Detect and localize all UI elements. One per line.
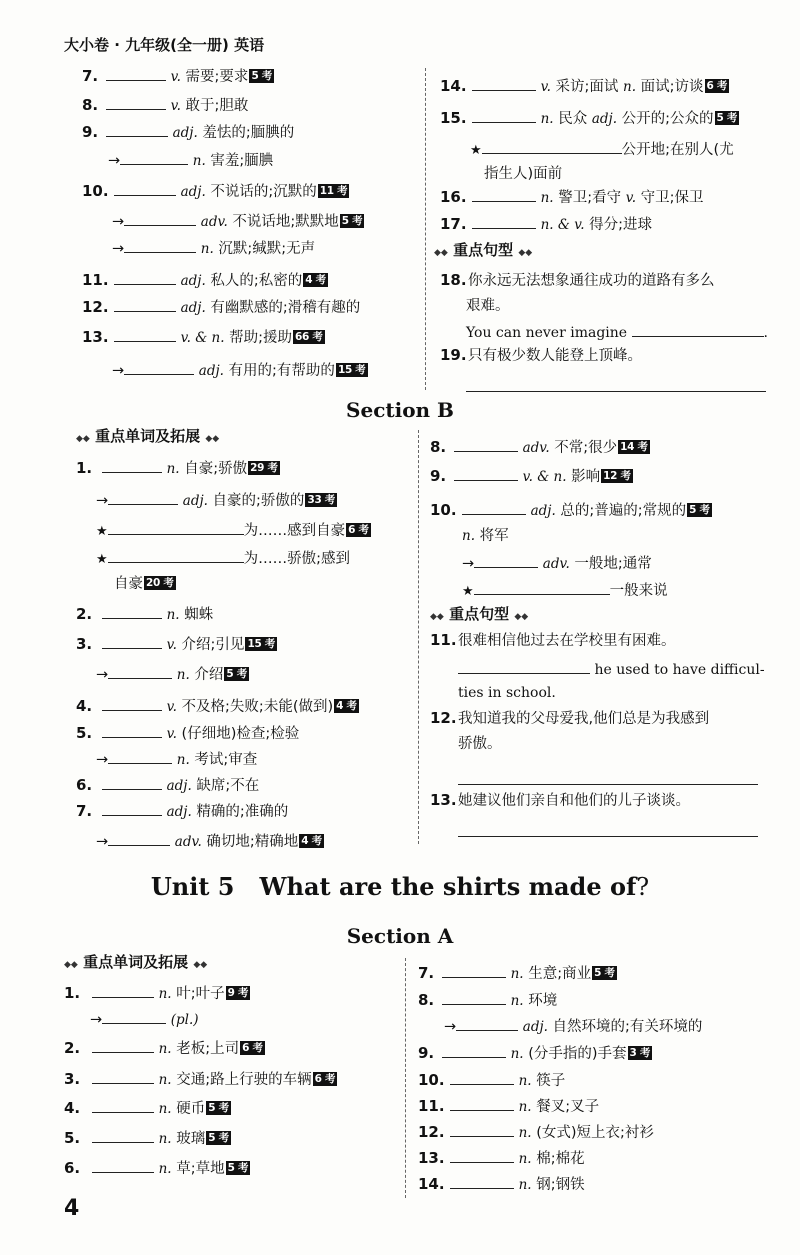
vocab-item: 17. n. & v. 得分;进球	[440, 215, 653, 233]
vocab-item: 11. adj. 私人的;私密的 4 考	[82, 271, 326, 289]
vocab-item: 8. n. 环境	[418, 991, 558, 1009]
vocab-item: 4. n. 硬币 5 考	[64, 1099, 229, 1117]
sentence-item-cont: 骄傲。	[458, 736, 502, 752]
vocab-item: 9. v. & n. 影响 12 考	[430, 467, 631, 485]
vocab-item: 4. v. 不及格;失败;未能(做到) 4 考	[76, 697, 357, 715]
derived-item: → n. 害羞;腼腆	[108, 150, 273, 170]
sentence-item: 18.你永远无法想象通往成功的道路有多么	[440, 271, 715, 289]
phrase-item: ★ 一般来说	[462, 580, 668, 600]
vocab-item: 10. adj. 不说话的;沉默的 11 考	[82, 182, 348, 200]
vocab-item: 1. n. 自豪;骄傲 29 考	[76, 459, 278, 477]
phrase-item-cont: 自豪 20 考	[114, 576, 174, 592]
vocab-item: 6. adj. 缺席;不在	[76, 776, 260, 794]
sentence-item: 11.很难相信他过去在学校里有困难。	[430, 631, 676, 649]
column-divider	[418, 430, 419, 844]
vocab-item: 15. n. 民众 adj. 公开的;公众的 5 考	[440, 109, 738, 127]
exam-count-badge: 6 考	[348, 524, 369, 536]
exam-count-badge: 5 考	[341, 215, 363, 227]
exam-count-badge: 4 考	[305, 274, 326, 286]
phrase-item: ★ 为……感到自豪 6 考	[96, 520, 371, 540]
vocab-item: 9. adj. 羞怯的;腼腆的	[82, 123, 295, 141]
exam-count-badge: 5 考	[251, 70, 272, 82]
derived-item: → adj. 有用的;有帮助的 15 考	[112, 360, 368, 380]
exam-count-badge: 5 考	[227, 1162, 249, 1174]
derived-item: → n. 沉默;缄默;无声	[112, 238, 315, 258]
sentence-item: 19.只有极少数人能登上顶峰。	[440, 346, 642, 364]
vocab-item: 1. n. 叶;叶子 9 考	[64, 984, 249, 1002]
exam-count-badge: 4 考	[301, 835, 322, 847]
vocab-heading: ◆◆ 重点单词及拓展 ◆◆	[76, 427, 220, 445]
exam-count-badge: 5 考	[208, 1102, 229, 1114]
section-a-title: Section A	[346, 924, 454, 948]
derived-item: → adv. 一般地;通常	[462, 553, 652, 573]
vocab-item: 12. n. (女式)短上衣;衬衫	[418, 1123, 654, 1141]
exam-count-badge: 5 考	[226, 668, 247, 680]
derived-item: → n. 考试;审查	[96, 749, 257, 769]
vocab-item: 12. adj. 有幽默感的;滑稽有趣的	[82, 298, 361, 316]
vocab-item: 11. n. 餐叉;叉子	[418, 1097, 600, 1115]
vocab-item: 16. n. 警卫;看守 v. 守卫;保卫	[440, 188, 704, 206]
exam-count-badge: 20 考	[146, 577, 174, 589]
vocab-item: 14. n. 钢;钢铁	[418, 1175, 585, 1193]
sentence-item: 12.我知道我的父母爱我,他们总是为我感到	[430, 709, 710, 727]
exam-count-badge: 6 考	[314, 1073, 336, 1085]
vocab-item-cont: n. 将军	[462, 528, 509, 544]
vocab-item: 5. n. 玻璃 5 考	[64, 1129, 229, 1147]
exam-count-badge: 14 考	[620, 441, 648, 453]
derived-item: → (pl.)	[90, 1009, 199, 1029]
vocab-item: 2. n. 老板;上司 6 考	[64, 1039, 263, 1057]
vocab-item: 8. v. 敢于;胆敢	[82, 96, 249, 114]
unit-title: Unit 5 What are the shirts made of?	[150, 872, 650, 901]
sentences-heading: ◆◆ 重点句型 ◆◆	[430, 605, 529, 623]
exam-count-badge: 5 考	[689, 504, 710, 516]
sentence-english: he used to have difficul-	[458, 659, 765, 679]
phrase-item: ★ 公开地;在别人(尤	[470, 139, 734, 159]
sentences-heading: ◆◆ 重点句型 ◆◆	[434, 241, 533, 259]
vocab-item: 9. n. (分手指的)手套 3 考	[418, 1044, 651, 1062]
exam-count-badge: 5 考	[208, 1132, 229, 1144]
exam-count-badge: 5 考	[716, 112, 738, 124]
page-number: 4	[64, 1196, 80, 1221]
column-divider	[425, 68, 426, 390]
vocab-item: 8. adv. 不常;很少 14 考	[430, 438, 648, 456]
answer-line	[458, 836, 758, 837]
exam-count-badge: 6 考	[706, 80, 728, 92]
exam-count-badge: 9 考	[227, 987, 249, 999]
exam-count-badge: 29 考	[250, 462, 278, 474]
derived-item: → adv. 不说话地;默默地 5 考	[112, 211, 364, 231]
exam-count-badge: 5 考	[594, 967, 615, 979]
exam-count-badge: 6 考	[242, 1042, 263, 1054]
answer-line	[458, 784, 758, 785]
exam-count-badge: 3 考	[629, 1047, 651, 1059]
column-divider	[405, 958, 406, 1198]
vocab-item: 13. n. 棉;棉花	[418, 1149, 585, 1167]
vocab-item: 14. v. 采访;面试 n. 面试;访谈 6 考	[440, 77, 728, 95]
exam-count-badge: 12 考	[603, 470, 631, 482]
sentence-english-cont: ties in school.	[458, 685, 556, 701]
answer-line	[466, 391, 766, 392]
vocab-item: 2. n. 蜘蛛	[76, 605, 214, 623]
derived-item: → adj. 自豪的;骄傲的 33 考	[96, 490, 337, 510]
derived-item: → adj. 自然环境的;有关环境的	[444, 1016, 702, 1036]
vocab-item: 10. adj. 总的;普遍的;常规的 5 考	[430, 501, 710, 519]
vocab-item: 13. v. & n. 帮助;援助 66 考	[82, 328, 323, 346]
vocab-item: 3. n. 交通;路上行驶的车辆 6 考	[64, 1070, 336, 1088]
sentence-item-cont: 艰难。	[466, 298, 510, 314]
sentence-item: 13.她建议他们亲自和他们的儿子谈谈。	[430, 791, 690, 809]
phrase-item-cont: 指生人)面前	[484, 166, 563, 182]
derived-item: → adv. 确切地;精确地 4 考	[96, 831, 324, 851]
vocab-item: 7. n. 生意;商业 5 考	[418, 964, 615, 982]
exam-count-badge: 15 考	[337, 364, 366, 376]
vocab-item: 3. v. 介绍;引见 15 考	[76, 635, 276, 653]
vocab-item: 5. v. (仔细地)检查;检验	[76, 724, 300, 742]
vocab-item: 10. n. 筷子	[418, 1071, 566, 1089]
phrase-item: ★ 为……骄傲;感到	[96, 548, 350, 568]
derived-item: → n. 介绍 5 考	[96, 664, 249, 684]
vocab-item: 6. n. 草;草地 5 考	[64, 1159, 249, 1177]
vocab-item: 7. adj. 精确的;准确的	[76, 802, 289, 820]
exam-count-badge: 66 考	[295, 331, 323, 343]
section-b-title: Section B	[346, 398, 454, 422]
exam-count-badge: 4 考	[336, 700, 357, 712]
exam-count-badge: 15 考	[247, 638, 276, 650]
vocab-item: 7. v. 需要;要求 5 考	[82, 67, 272, 85]
sentence-english: You can never imagine .	[466, 322, 768, 342]
book-header: 大小卷 · 九年级(全一册) 英语	[64, 36, 265, 54]
vocab-heading: ◆◆ 重点单词及拓展 ◆◆	[64, 953, 208, 971]
exam-count-badge: 33 考	[307, 494, 336, 506]
exam-count-badge: 11 考	[319, 185, 348, 197]
